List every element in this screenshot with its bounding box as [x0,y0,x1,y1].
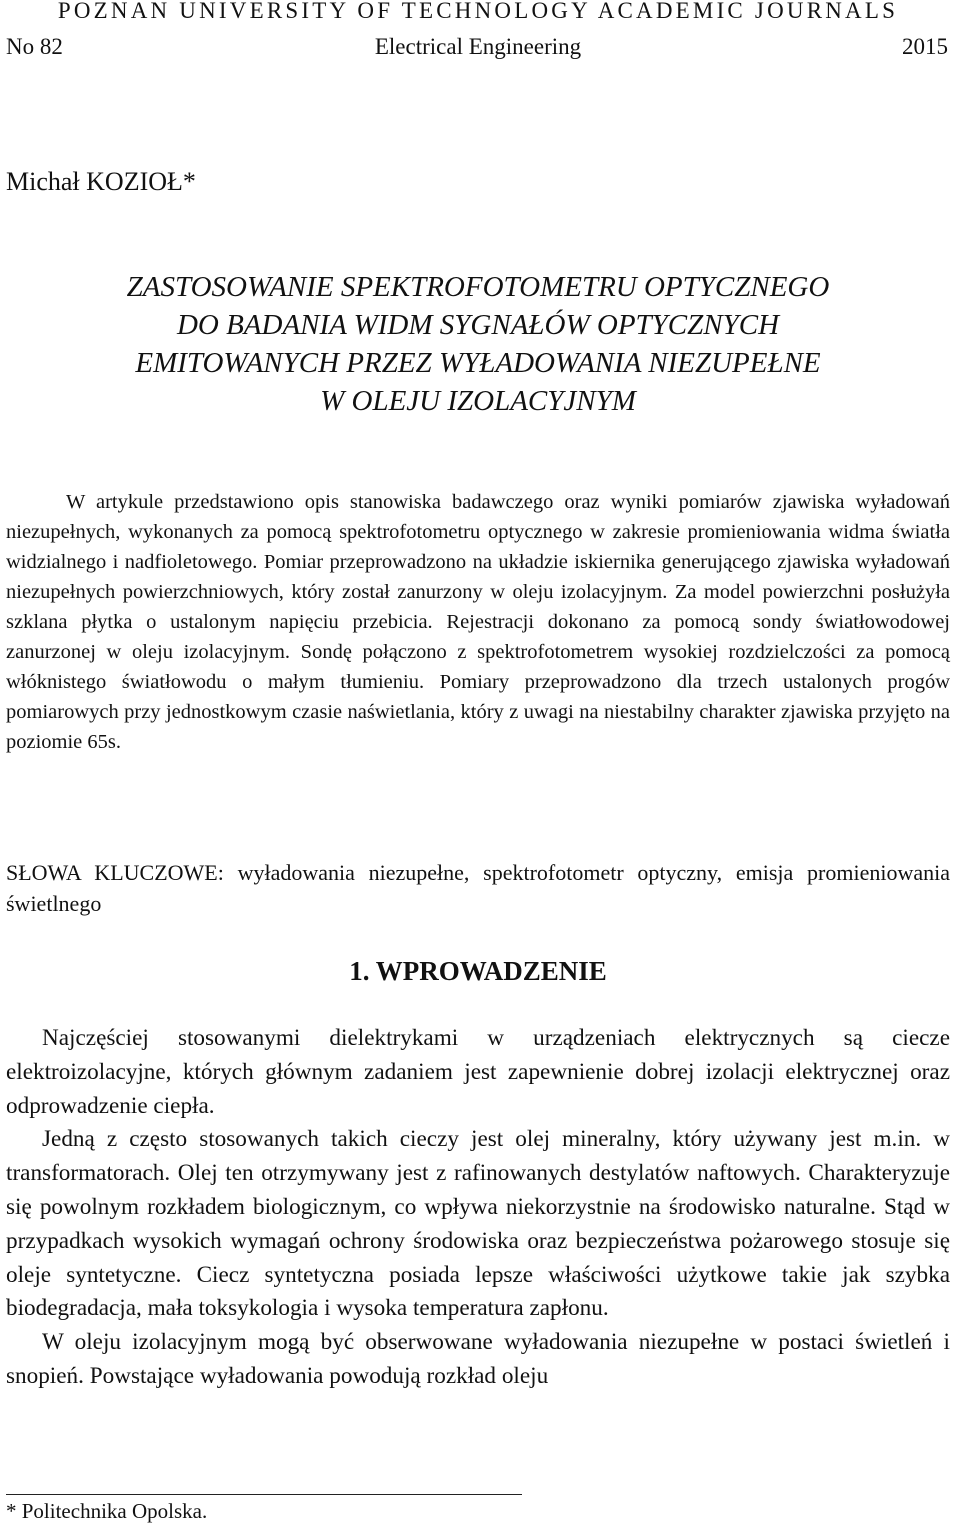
title-line: EMITOWANYCH PRZEZ WYŁADOWANIA NIEZUPEŁNE [135,347,821,379]
title-line: ZASTOSOWANIE SPEKTROFOTOMETRU OPTYCZNEGO [126,271,830,303]
paper-page [6,0,950,1527]
footnote-divider [6,1494,522,1495]
keywords [6,857,950,919]
title-line: DO BADANIA WIDM SYGNAŁÓW OPTYCZNYCH [176,309,780,341]
issue-line [6,33,950,61]
body-paragraph: Najczęściej stosowanymi dielektrykami w urządzeniach elektrycznych są ciecze elektroizolacyjne, których głównym zadaniem jest zapewnienie dobrej izolacji elektrycznej oraz odprowadzenie ciepła. [6,1025,950,1119]
keywords-text: wyładowania niezupełne, spektrofotometr optyczny, emisja promieniowania świetlnego [6,860,951,916]
journal-name: POZNAN UNIVERSITY OF TECHNOLOGY ACADEMIC JOURNALS [57,0,899,23]
paper-title [6,268,950,420]
footnote: * Politechnika Opolska. [6,1499,208,1523]
issue-year: 2015 [902,34,948,59]
keywords-label: SŁOWA KLUCZOWE: [6,860,224,885]
body-paragraph: W oleju izolacyjnym mogą być obserwowane wyładowania niezupełne w postaci świetleń i snopień. Powstające wyładowania powodują rozkład oleju [6,1329,950,1389]
issue-number: No 82 [6,34,63,59]
section-heading: 1. WPROWADZENIE [349,956,607,986]
title-line: W OLEJU IZOLACYJNYM [320,385,636,417]
section-body [6,1022,950,1394]
abstract: W artykule przedstawiono opis stanowiska badawczego oraz wyniki pomiarów zjawiska wyładowań niezupełnych, wykonanych za pomocą spektrofotometru optycznego w zakresie promieniowania widma światła widzialnego i nadfioletowego. Pomiar przeprowadzono na układzie iskiernika generującego zjawiska wyładowań niezupełnych powierzchniowych, który został zanurzony w oleju izolacyjnym. Za model powierzchni posłużyła szklana płytka o ustalonym napięciu przebicia. Rejestracji dokonano za pomocą sondy światłowodowej zanurzonej w oleju izolacyjnym. Sondę połączono z spektrofotometrem wysokiej rozdzielczości za pomocą włóknistego światłowodu o małym tłumieniu. Pomiary przeprowadzono dla trzech ustalonych progów pomiarowych przy jednostkowym czasie naświetlania, który z uwagi na niestabilny charakter zjawiska przyjęto na poziomie 65s. [6,491,950,753]
body-paragraph: Jedną z często stosowanych takich cieczy jest olej mineralny, który używany jest m.in. w transformatorach. Olej ten otrzymywany jest z rafinowanych destylatów naftowych. Charakteryzuje się powolnym rozkładem biologicznym, co wpływa niekorzystnie na środowisko naturalne. Stąd w przypadkach wysokich wymagań ochrony środowiska oraz bezpieczeństwa pożarowego stosuje się oleje syntetyczne. Ciecz syntetyczna posiada lepsze właściwości użytkowe takie jak szybka biodegradacja, mała toksykologia i wysoka temperatura zapłonu. [6,1126,950,1322]
journal-field: Electrical Engineering [374,34,582,59]
author-name: Michał KOZIOŁ* [6,167,196,196]
